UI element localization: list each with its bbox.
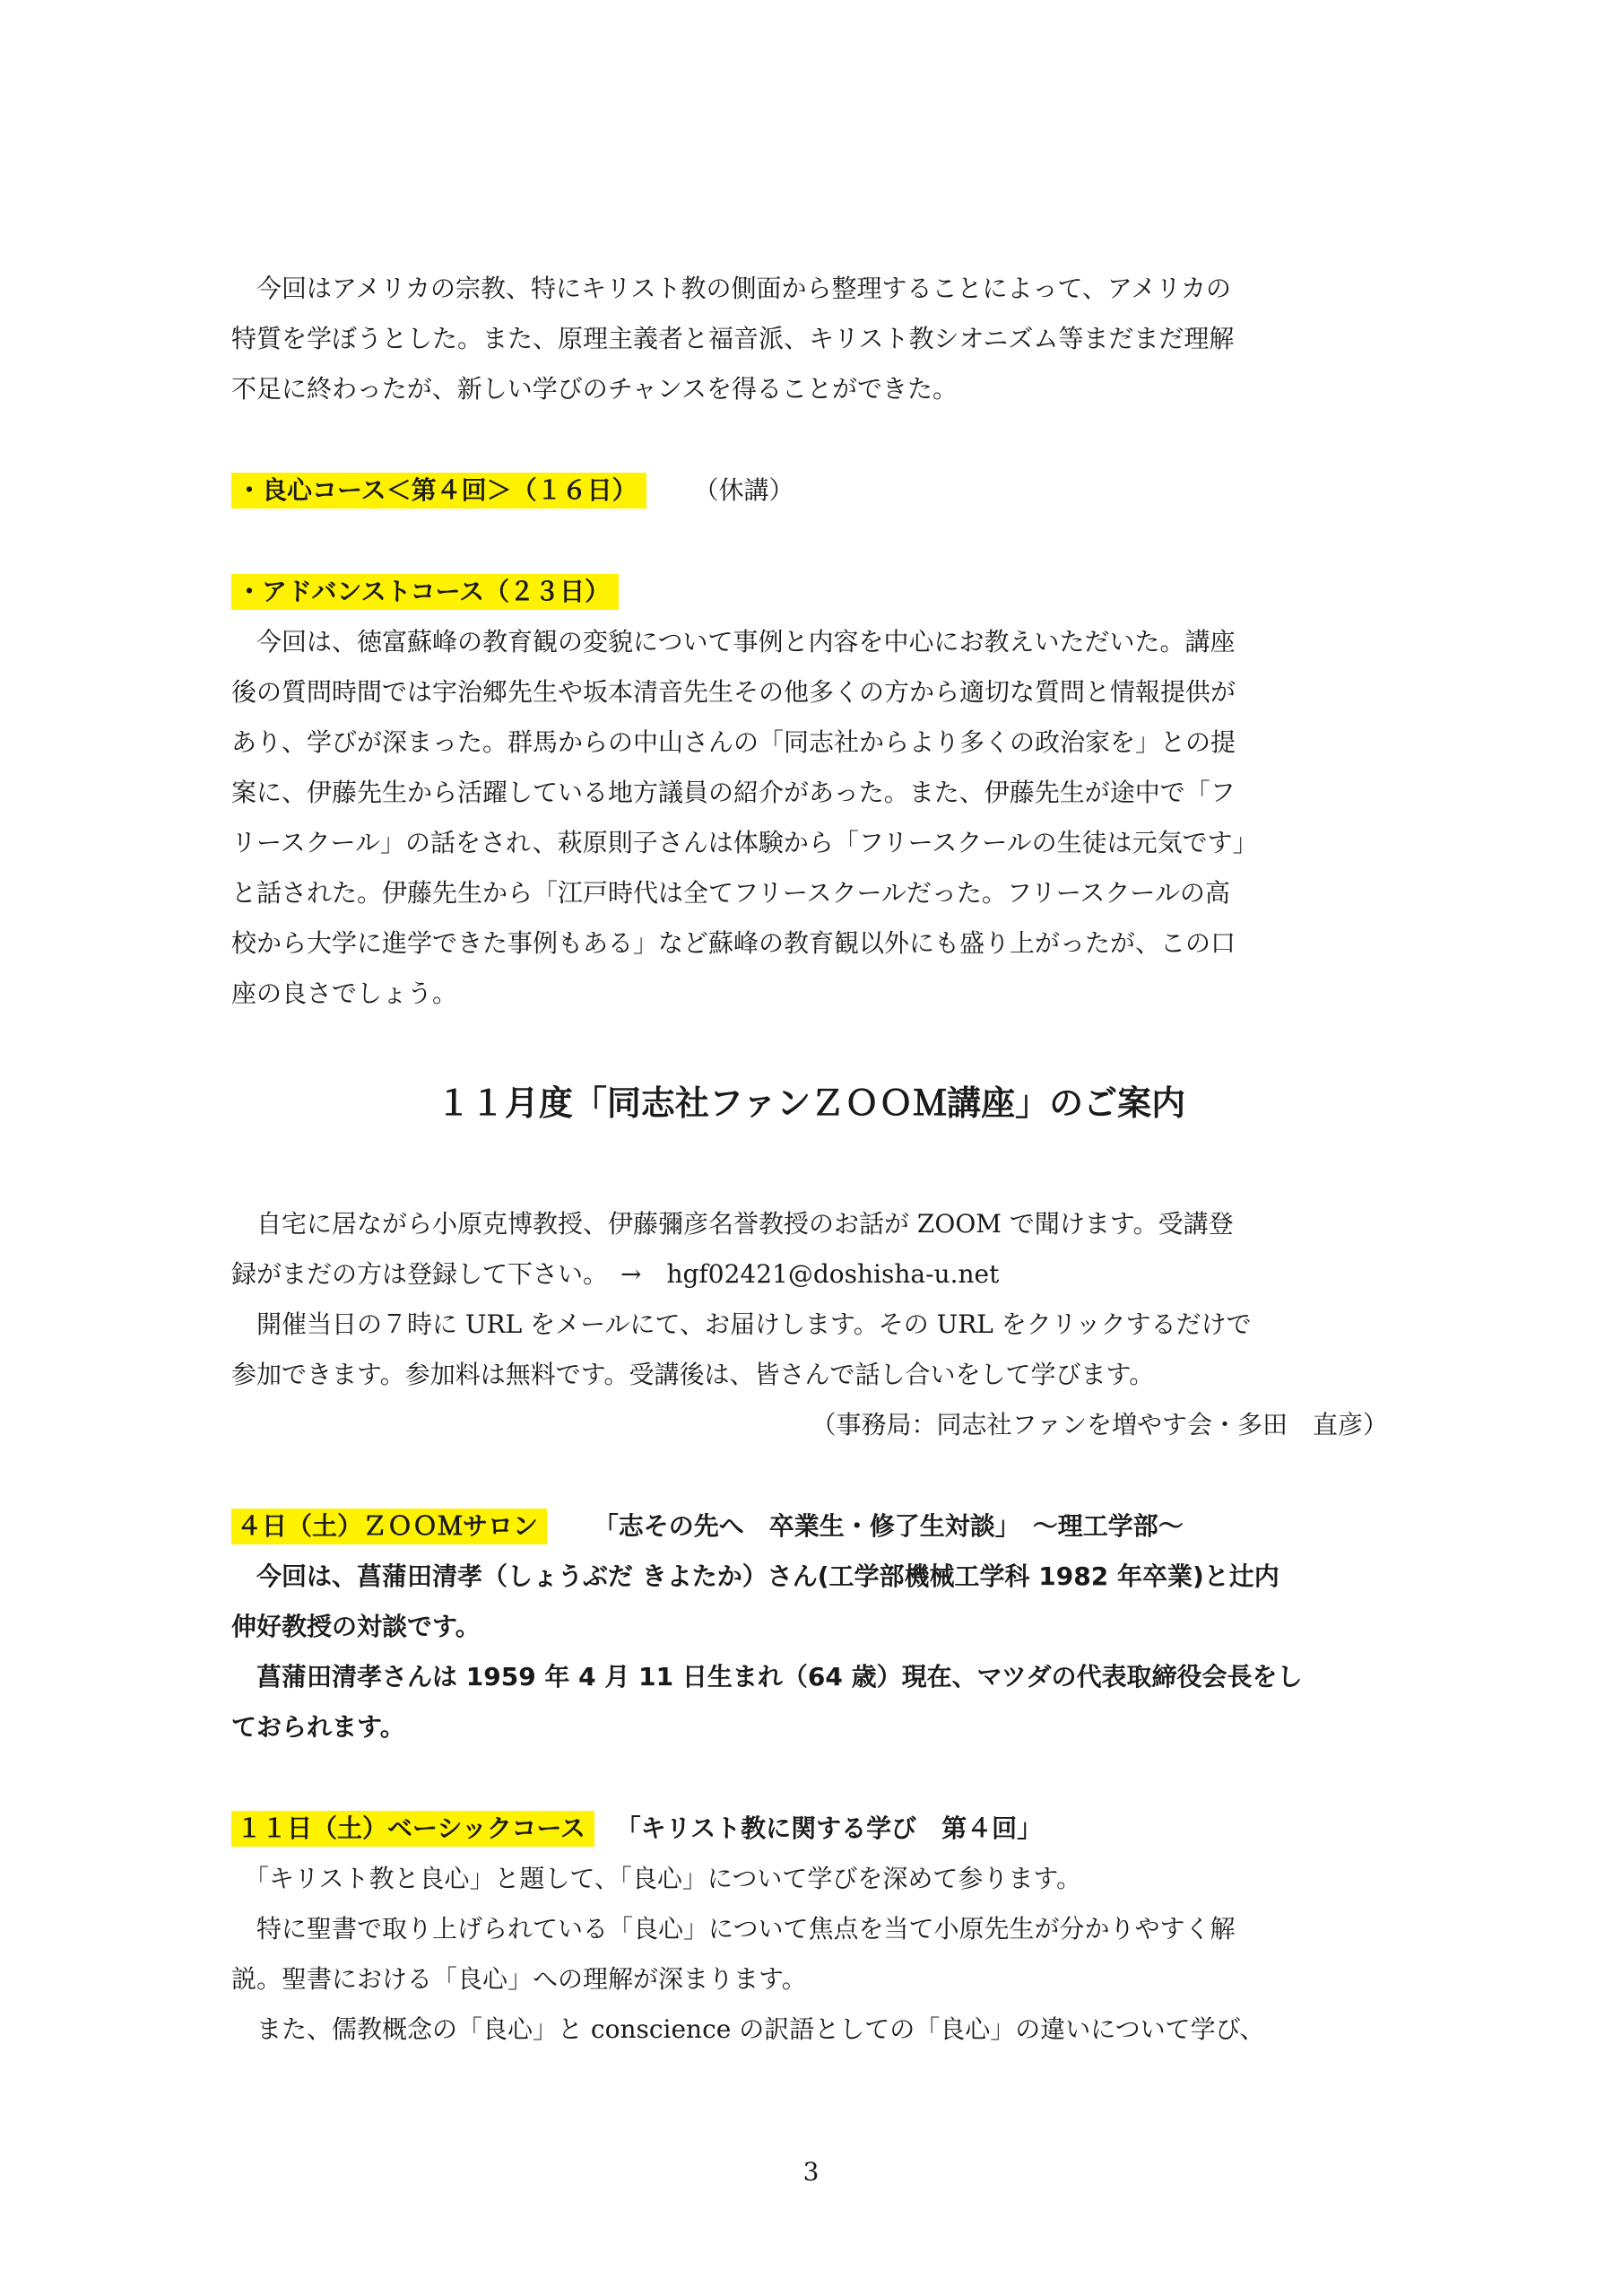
announcement-line: 自宅に居ながら小原克博教授、伊藤彌彦名誉教授のお話が ZOOM で聞けます。受講登 xyxy=(231,1209,1234,1239)
ryoshin-course-heading: ・良心コース＜第４回＞（１６日） xyxy=(231,473,646,509)
announcement-line: 録がまだの方は登録して下さい。 → hgf02421@doshisha-u.net xyxy=(231,1259,1000,1289)
advanced-course-heading: ・アドバンストコース（２３日） xyxy=(231,574,619,610)
basic-course-subtitle: 「キリスト教に関する学び 第４回」 xyxy=(603,1813,1043,1843)
page-number: 3 xyxy=(802,2157,820,2187)
ryoshin-course-note: （休講） xyxy=(693,475,794,505)
basic-line: 説。聖書における「良心」への理解が深まります。 xyxy=(231,1964,807,1994)
salon-subtitle: 「志その先へ 卒業生・修了生対談」 ～理工学部～ xyxy=(555,1511,1184,1541)
advanced-line: と話された。伊藤先生から「江戸時代は全てフリースクールだった。フリースクールの高 xyxy=(231,878,1230,908)
basic-course-row xyxy=(231,1811,1397,1847)
advanced-line: あり、学びが深まった。群馬からの中山さんの「同志社からより多くの政治家を」との提 xyxy=(231,727,1236,757)
advanced-line: 校から大学に進学できた事例もある」など蘇峰の教育観以外にも盛り上がったが、この口 xyxy=(231,928,1236,958)
basic-line: 「キリスト教と良心」と題して、「良心」について学びを深めて参ります。 xyxy=(231,1864,1082,1893)
salon-line: ておられます。 xyxy=(231,1712,405,1742)
intro-line: 今回はアメリカの宗教、特にキリスト教の側面から整理することによって、アメリカの xyxy=(231,274,1231,303)
announcement-signature: （事務局：同志社ファンを増やす会・多田 直彦） xyxy=(811,1410,1388,1439)
ryoshin-course-row xyxy=(231,473,1397,509)
announcement-line: 開催当日の７時に URL をメールにて、お届けします。その URL をクリックするだけで xyxy=(231,1309,1252,1339)
salon-heading: ４日（土）ＺＯＯＭサロン xyxy=(231,1509,547,1544)
basic-line: また、儒教概念の「良心」と conscience の訳語としての「良心」の違いについて学び、 xyxy=(231,2014,1265,2044)
advanced-line: リースクール」の話をされ、萩原則子さんは体験から「フリースクールの生徒は元気です」 xyxy=(231,828,1258,857)
salon-line: 伸好教授の対談です。 xyxy=(231,1612,481,1641)
advanced-line: 後の質問時間では宇治郷先生や坂本清音先生その他多くの方から適切な質問と情報提供が xyxy=(231,677,1236,707)
intro-line: 不足に終わったが、新しい学びのチャンスを得ることができた。 xyxy=(231,374,958,404)
basic-course-heading: １１日（土）ベーシックコース xyxy=(231,1811,594,1847)
salon-row xyxy=(231,1509,1397,1544)
advanced-line: 案に、伊藤先生から活躍している地方議員の紹介があった。また、伊藤先生が途中で「フ xyxy=(231,778,1236,807)
advanced-line: 座の良さでしょう。 xyxy=(231,978,458,1008)
salon-line: 菖蒲田清孝さんは 1959 年 4 月 11 日生まれ（64 歳）現在、マツダの代表取締役会長をし xyxy=(231,1662,1303,1692)
announcement-title: １１月度「同志社ファンＺＯＯＭ講座」のご案内 xyxy=(436,1083,1186,1123)
intro-line: 特質を学ぼうとした。また、原理主義者と福音派、キリスト教シオニズム等まだまだ理解 xyxy=(231,324,1235,353)
advanced-line: 今回は、徳富蘇峰の教育観の変貌について事例と内容を中心にお教えいただいた。講座 xyxy=(231,627,1236,657)
basic-line: 特に聖書で取り上げられている「良心」について焦点を当て小原先生が分かりやすく解 xyxy=(231,1914,1236,1944)
announcement-line: 参加できます。参加料は無料です。受講後は、皆さんで話し合いをして学びます。 xyxy=(231,1360,1155,1389)
advanced-course-row xyxy=(231,574,1397,610)
salon-line: 今回は、菖蒲田清孝（しょうぶだ きよたか）さん(工学部機械工学科 1982 年卒業)と辻内 xyxy=(231,1561,1279,1591)
